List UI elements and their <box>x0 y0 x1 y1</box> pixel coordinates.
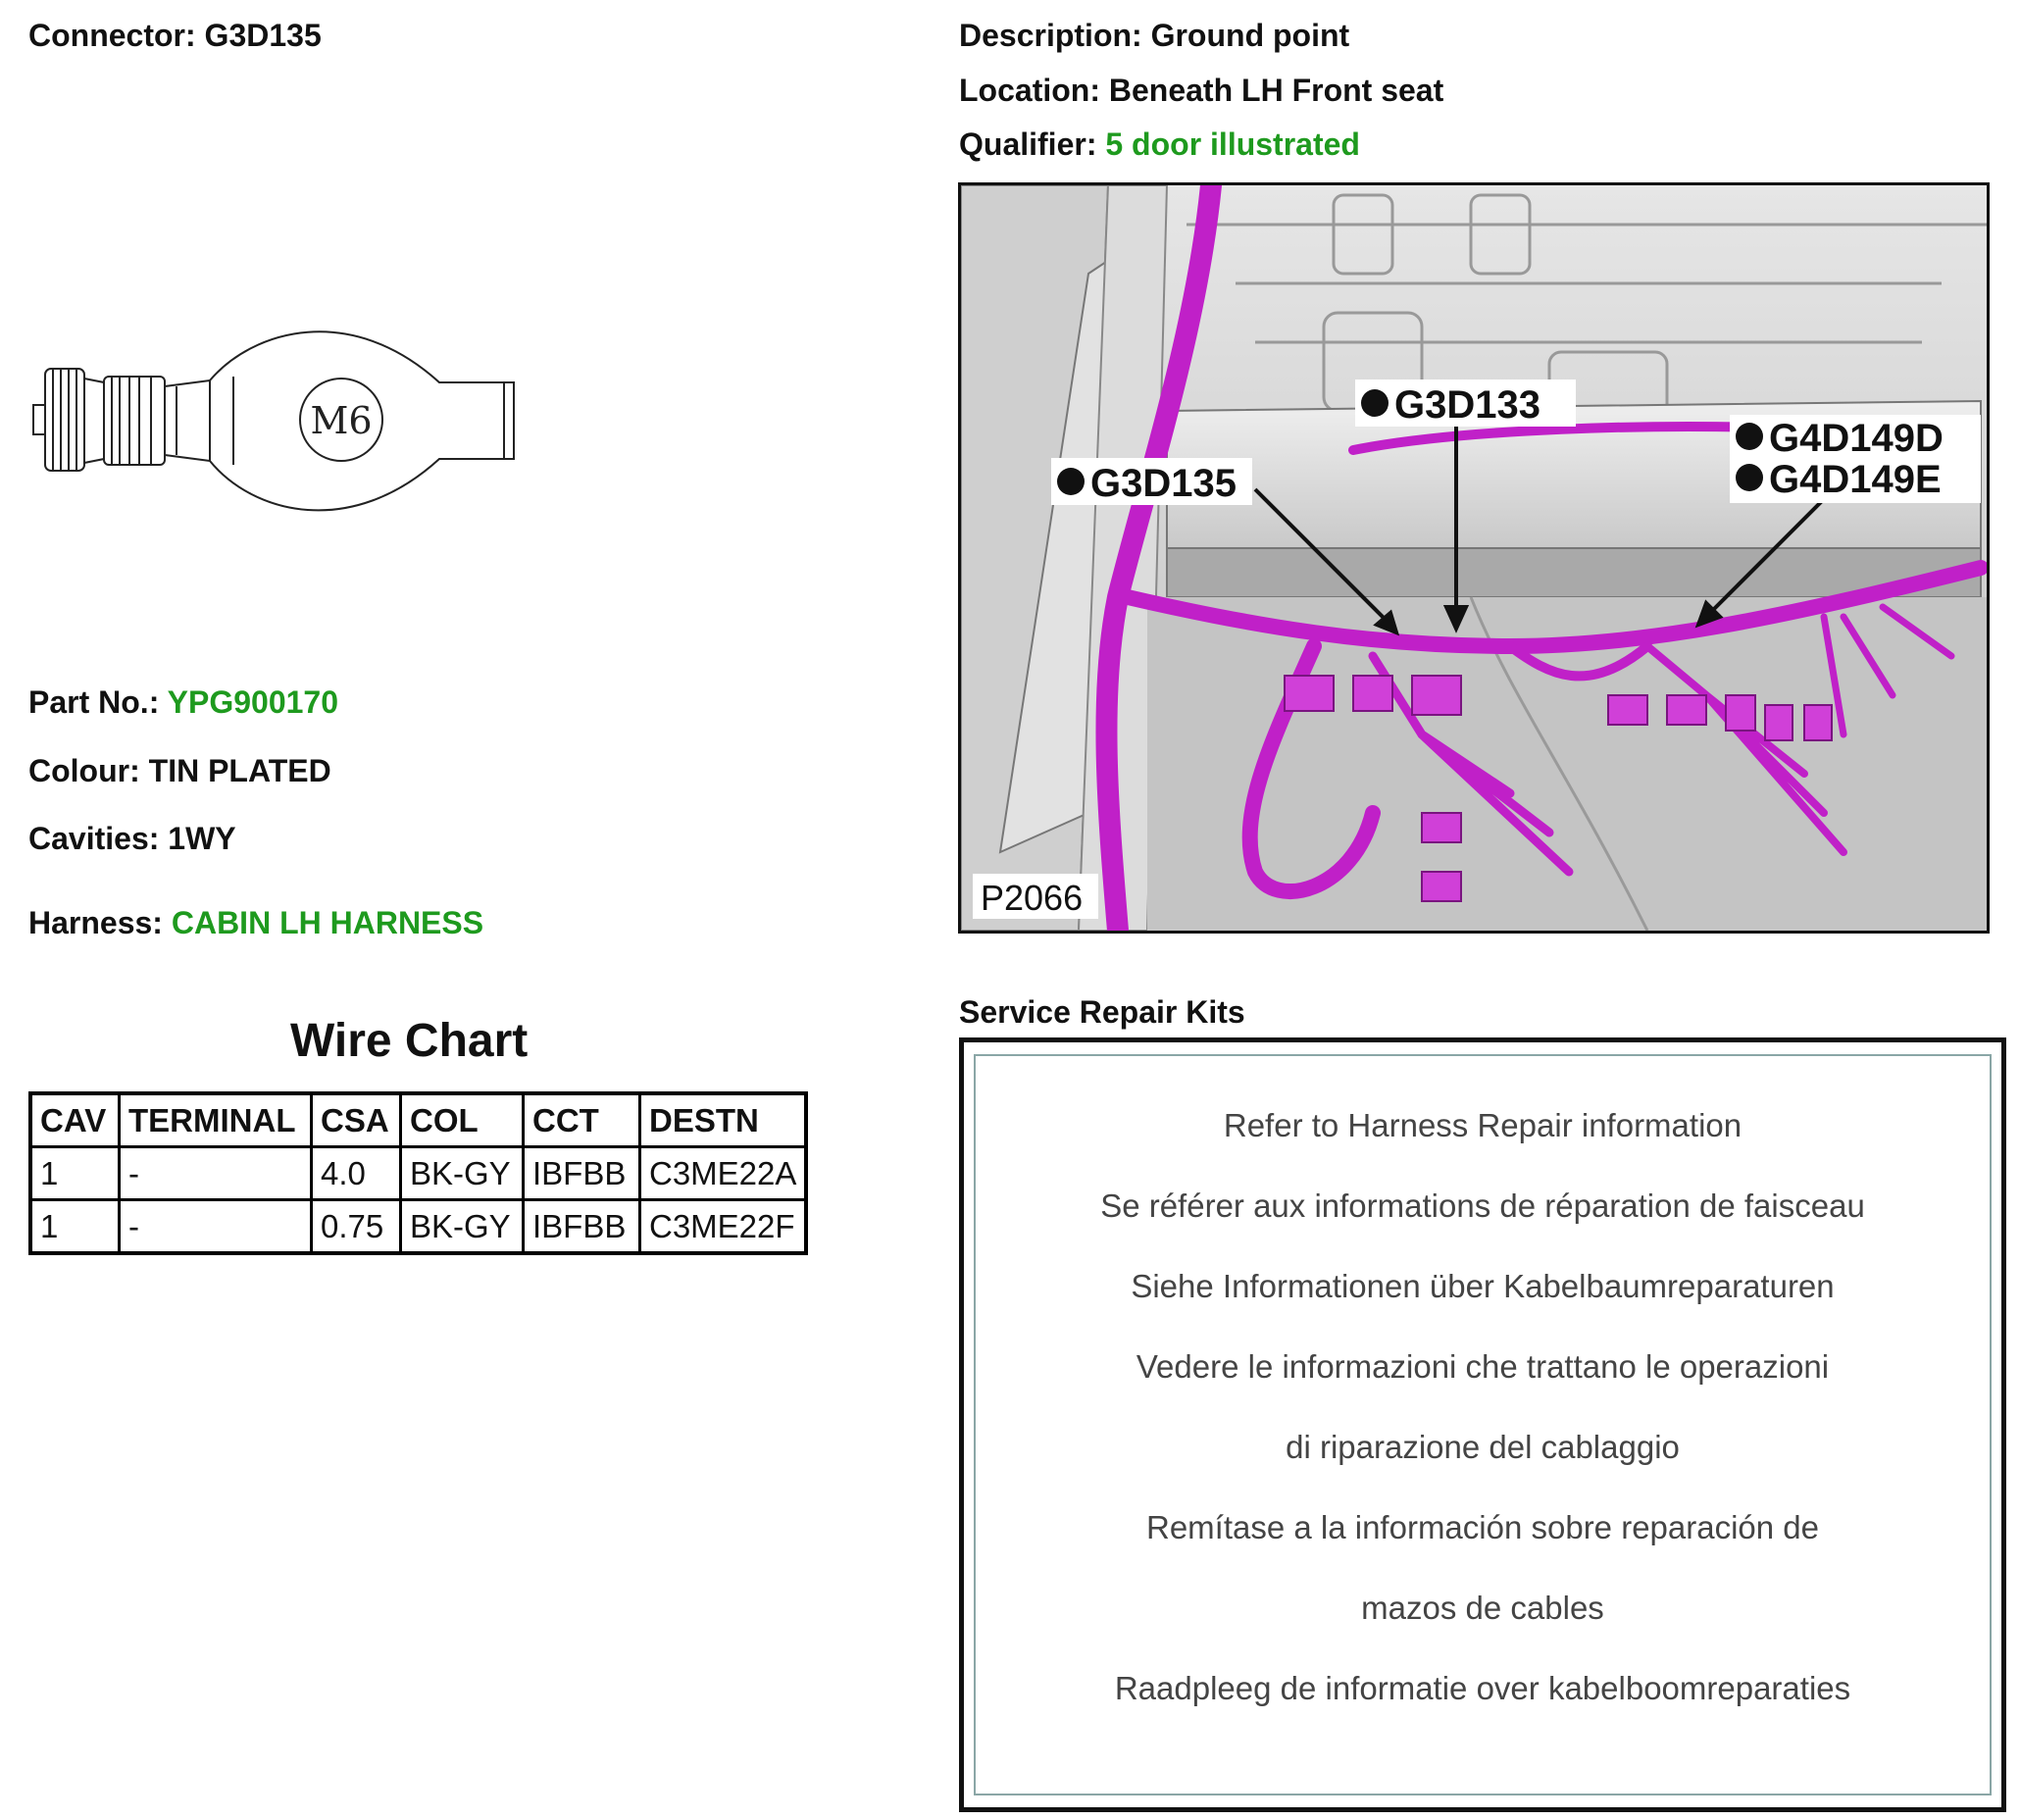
header-csa: CSA <box>312 1093 401 1147</box>
cavities-label: Cavities: <box>28 821 169 856</box>
callout-g3d135: G3D135 <box>1090 462 1237 505</box>
qualifier-value: 5 door illustrated <box>1105 126 1360 162</box>
header-cav: CAV <box>30 1093 120 1147</box>
table-row <box>30 1200 806 1254</box>
qualifier-label: Qualifier: <box>959 126 1106 162</box>
cell-cct: IBFBB <box>524 1200 640 1254</box>
table-row <box>30 1147 806 1200</box>
connector-label: Connector: <box>28 18 205 53</box>
location-illustration <box>958 182 1990 934</box>
cell-csa: 4.0 <box>312 1147 401 1200</box>
part-no-label: Part No.: <box>28 684 168 720</box>
wire-chart-header-row <box>30 1093 806 1147</box>
service-repair-kits-box <box>959 1037 2006 1812</box>
wire-chart-table <box>28 1091 808 1255</box>
qualifier-field <box>959 128 1360 160</box>
header-col: COL <box>401 1093 524 1147</box>
cell-col: BK-GY <box>401 1200 524 1254</box>
colour-label: Colour: <box>28 753 149 788</box>
callout-g4d149e: G4D149E <box>1769 458 1942 501</box>
cell-csa: 0.75 <box>312 1200 401 1254</box>
harness-label: Harness: <box>28 905 172 940</box>
connector-field <box>28 20 322 51</box>
header-terminal: TERMINAL <box>120 1093 312 1147</box>
srk-line: Se référer aux informations de réparation de faisceau <box>1100 1188 1865 1224</box>
cavities-value: 1WY <box>168 821 236 856</box>
description-value: Ground point <box>1150 18 1350 53</box>
colour-field <box>28 755 331 786</box>
part-no-field <box>28 686 338 718</box>
part-no-value: YPG900170 <box>167 684 339 720</box>
stud-size-label: M6 <box>310 399 373 442</box>
cell-cav: 1 <box>30 1200 120 1254</box>
service-repair-kits-inner <box>974 1054 1992 1795</box>
wire-chart-title: Wire Chart <box>290 1015 529 1067</box>
location-value: Beneath LH Front seat <box>1108 73 1444 108</box>
description-label: Description: <box>959 18 1151 53</box>
cell-col: BK-GY <box>401 1147 524 1200</box>
cell-cct: IBFBB <box>524 1147 640 1200</box>
cell-terminal: - <box>120 1147 312 1200</box>
location-label: Location: <box>959 73 1109 108</box>
cell-destn: C3ME22F <box>640 1200 807 1254</box>
srk-line: Siehe Informationen über Kabelbaumreparaturen <box>1131 1268 1835 1304</box>
srk-line: Refer to Harness Repair information <box>1223 1107 1742 1143</box>
harness-field <box>28 907 483 938</box>
srk-line: Remítase a la información sobre reparación de <box>1145 1509 1820 1545</box>
harness-value: CABIN LH HARNESS <box>171 905 484 940</box>
srk-line: di riparazione del cablaggio <box>1286 1429 1680 1465</box>
cell-destn: C3ME22A <box>640 1147 807 1200</box>
colour-value: TIN PLATED <box>148 753 331 788</box>
header-cct: CCT <box>524 1093 640 1147</box>
cavities-field <box>28 823 236 854</box>
connector-value: G3D135 <box>204 18 322 53</box>
cell-cav: 1 <box>30 1147 120 1200</box>
header-destn: DESTN <box>640 1093 807 1147</box>
photo-reference: P2066 <box>981 878 1084 918</box>
callout-g4d149d: G4D149D <box>1769 417 1944 460</box>
ring-terminal-drawing <box>27 312 528 526</box>
description-field <box>959 20 1349 51</box>
srk-line: mazos de cables <box>1361 1590 1604 1626</box>
callout-g3d133: G3D133 <box>1394 383 1540 427</box>
srk-line: Vedere le informazioni che trattano le operazioni <box>1136 1348 1830 1385</box>
srk-line: Raadpleeg de informatie over kabelboomreparaties <box>1114 1670 1851 1706</box>
location-field <box>959 75 1443 106</box>
service-repair-kits-title: Service Repair Kits <box>959 994 1245 1030</box>
cell-terminal: - <box>120 1200 312 1254</box>
